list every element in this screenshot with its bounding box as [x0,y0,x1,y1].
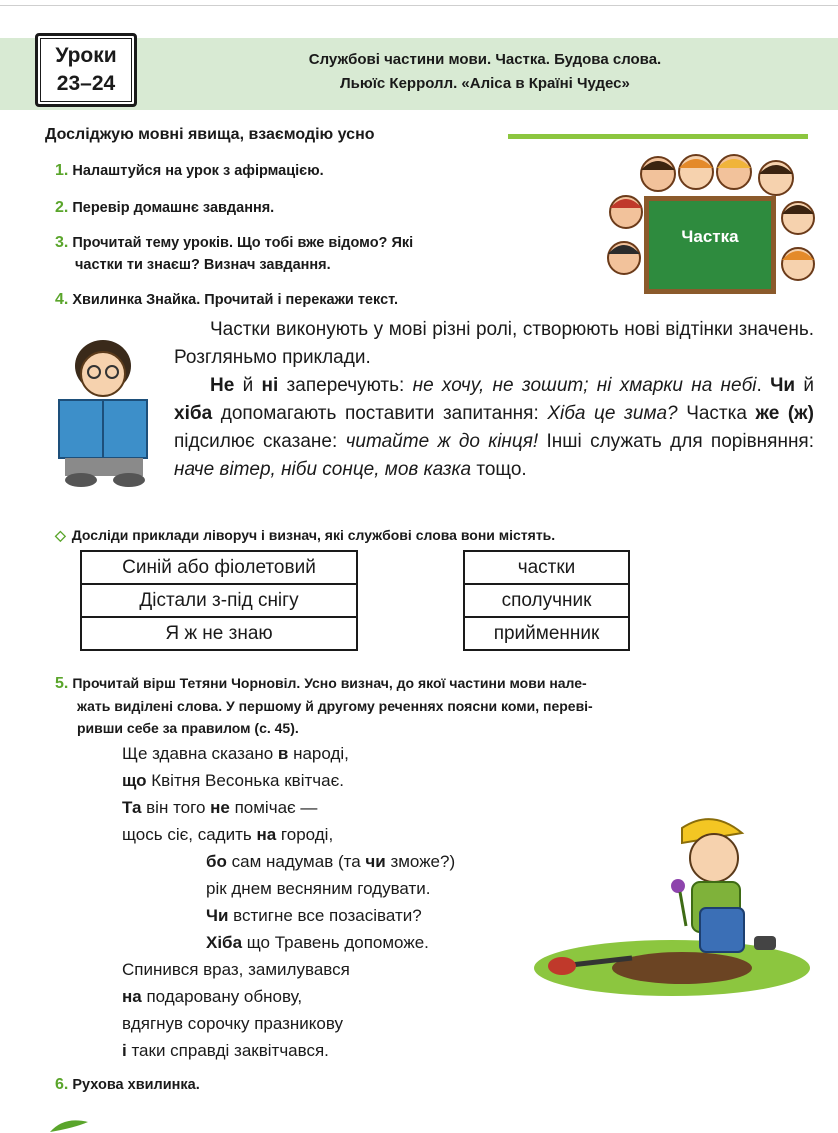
top-divider [0,5,838,6]
poem-line [122,956,455,983]
text-fragment: й [234,375,262,396]
table-row [464,551,629,584]
poem-text: зможе?) [385,852,456,871]
section-heading: Досліджую мовні явища, взаємодію усно [45,126,375,143]
poem-bold: і [122,1041,127,1060]
examples-table [80,550,358,651]
table-cell: Синій або фіолетовий [81,551,357,584]
task-number: 6. [55,1076,69,1093]
poem-text: помічає — [229,798,318,817]
poem-line [206,929,455,956]
service-words-table [463,550,630,651]
chalkboard-illustration [606,150,816,302]
poem-line [122,983,455,1010]
poem-text: городі, [276,825,334,844]
znayko-text [174,316,814,484]
poem-line [206,902,455,929]
task-text: частки ти знаєш? Визнач завдання. [75,257,331,273]
poem-text: подаровану обнову, [141,987,303,1006]
poem-bold: чи [365,852,386,871]
poem-bold: на [256,825,277,844]
boy-reading-icon [45,330,160,495]
table-row [464,617,629,650]
example-text: читайте ж до кінця! [345,431,539,452]
lesson-title-line1: Службові частини мови. Частка. Будова слова. [308,51,662,68]
text-fragment: . [756,375,771,396]
board-label: Частка [681,227,739,246]
task-number: 2. [55,199,69,216]
poem-text: Спинився враз, замилувався [122,960,350,979]
task-1 [55,160,324,182]
particle-word: Чи [770,375,796,396]
table-cell: Я ж не знаю [81,617,357,650]
poem-text: встигне все позасівати? [228,906,422,925]
table-cell: прийменник [464,617,629,650]
task-text: жать виділені слова. У першому й другому реченнях поясни коми, переві- [77,698,593,714]
text-fragment: тощо. [471,459,527,480]
lesson-number-box [35,33,137,107]
task-text: Налаштуйся на урок з афірмацією. [72,163,324,179]
task-text: Рухова хвилинка. [72,1077,200,1093]
table-row [81,617,357,650]
task-6 [55,1074,200,1096]
poem-text: що Травень допоможе. [242,933,429,952]
task-2 [55,197,274,219]
poem-text: вдягнув сорочку празникову [122,1014,344,1033]
task-number: 4. [55,291,69,308]
task-number: 5. [55,675,69,692]
subtask-text: Досліди приклади ліворуч і визнач, які службові слова вони містять. [71,527,556,543]
lesson-title-line2: Льюїс Керролл. «Аліса в Країні Чудес» [340,75,630,92]
poem-bold: на [122,987,142,1006]
poem-text: сам надумав (та [226,852,366,871]
task-text: Хвилинка Знайка. Прочитай і перекажи текст. [72,292,398,308]
poem-text: рік днем весняним годувати. [206,879,431,898]
znayko-paragraph-1: Частки виконують у мові різні ролі, створюють нові відтінки значень. Розгляньмо приклади. [174,319,814,368]
poem-text: Ще здавна сказано [122,744,278,763]
text-fragment: Частка [677,403,756,424]
leaf-icon [48,1116,92,1133]
particle-word: же (ж) [755,403,814,424]
table-row [81,551,357,584]
poem-text: він того [141,798,211,817]
poem-bold: не [210,798,230,817]
table-cell: сполучник [464,584,629,617]
example-text: Хіба це зима? [547,403,678,424]
task-number: 3. [55,234,69,251]
particle-word: ні [261,375,279,396]
table-cell: частки [464,551,629,584]
boy-planting-icon [532,808,812,1003]
poem-bold: Чи [206,906,229,925]
subtask [55,524,555,546]
example-text: не хочу, не зошит; ні хмарки на небі [412,375,757,396]
task-5 [55,672,815,739]
poem-text: щось сіє, садить [122,825,257,844]
lesson-numbers: 23–24 [56,72,116,95]
task-number: 1. [55,162,69,179]
poem-bold: в [277,744,289,763]
table-row [464,584,629,617]
poem-text: таки справді заквітчався. [126,1041,329,1060]
poem-bold: бо [206,852,227,871]
example-text: наче вітер, ніби сонце, мов казка [174,459,472,480]
chalkboard [644,196,776,294]
poem-bold: що [122,771,147,790]
poem-line [122,1010,455,1037]
poem-line [122,740,455,767]
table-row [81,584,357,617]
poem [122,740,455,1064]
text-fragment: заперечують: [278,375,413,396]
text-fragment: підсилює сказане: [174,431,346,452]
task-text: Прочитай тему уроків. Що тобі вже відомо? Які [72,235,414,251]
poem-line [122,794,455,821]
task-4 [55,289,398,311]
text-fragment: й [795,375,815,396]
lesson-title [205,48,765,96]
particle-word: хіба [174,403,213,424]
lesson-label: Уроки [55,44,117,67]
poem-line [122,767,455,794]
task-text: ривши себе за правилом (с. 45). [77,720,299,736]
poem-bold: Хіба [206,933,243,952]
table-cell: Дістали з-під снігу [81,584,357,617]
text-fragment: допомагають поставити запитання: [212,403,548,424]
diamond-icon: ◇ [55,527,66,543]
znayko-paragraph-2 [174,372,814,484]
section-rule [508,134,808,139]
task-3 [55,232,413,276]
task-text: Перевір домашнє завдання. [72,200,275,216]
poem-line [206,875,455,902]
particle-word: Не [210,375,235,396]
poem-line [122,821,455,848]
poem-bold: Та [122,798,142,817]
task-text: Прочитай вірш Тетяни Чорновіл. Усно визнач, до якої частини мови нале- [72,675,587,691]
text-fragment: Інші служать для порівняння: [538,431,814,452]
poem-text: Квітня Весонька квітчає. [146,771,344,790]
poem-line [122,1037,455,1064]
poem-text: народі, [288,744,349,763]
poem-line [206,848,455,875]
